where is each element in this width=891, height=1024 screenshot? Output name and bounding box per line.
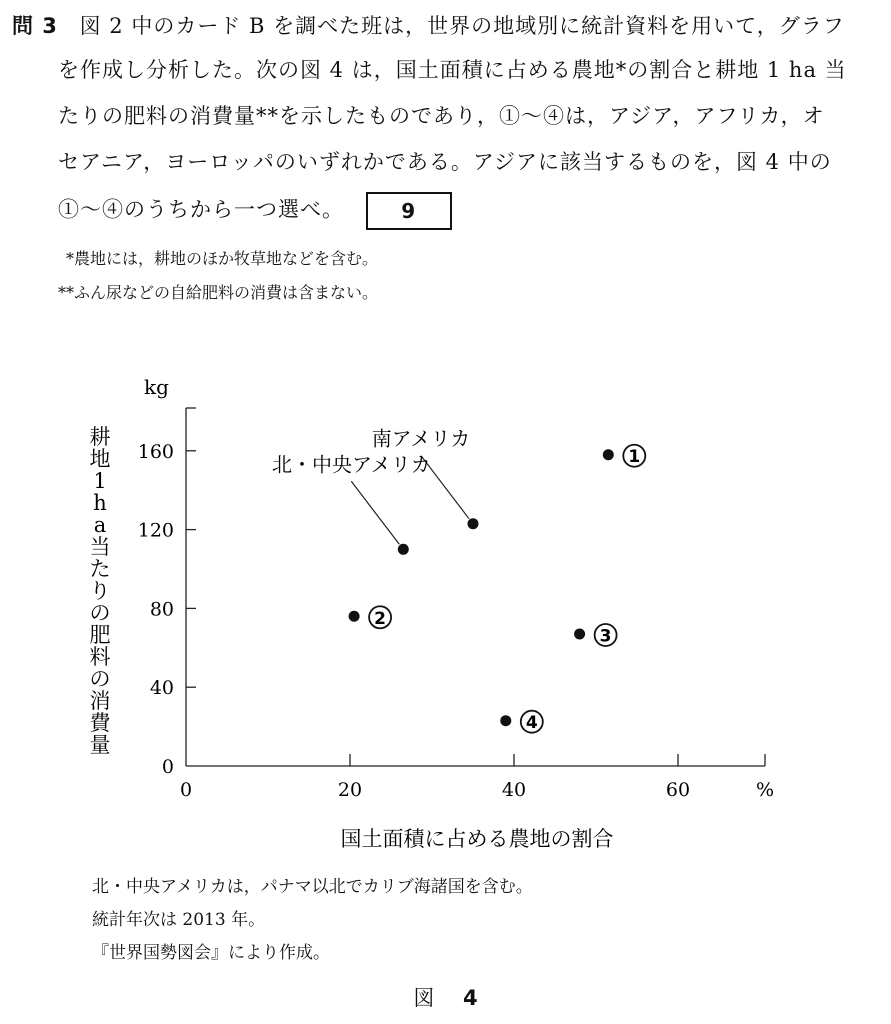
- source-note-reference: 『世界国勢図会』により作成。: [92, 943, 330, 963]
- question-number: 問 3: [12, 14, 58, 38]
- question-line-5: [58, 192, 452, 230]
- point-label: 3: [599, 626, 612, 647]
- data-point: [603, 449, 614, 460]
- point-label: 南アメリカ: [371, 426, 471, 451]
- y-axis-label-char: h: [93, 491, 107, 515]
- figure-caption-prefix: 図: [413, 986, 435, 1010]
- footnote-fertilizer: **ふん尿などの自給肥料の消費は含まない。: [58, 283, 379, 302]
- x-tick-label: 40: [501, 779, 527, 801]
- figure-caption: [0, 982, 891, 1012]
- point-label: 4: [525, 713, 538, 734]
- y-axis-label-char: 費: [89, 711, 111, 735]
- y-axis-label-char: の: [89, 601, 111, 625]
- question-line-2: を作成し分析した。次の図 4 は，国土面積に占める農地*の割合と耕地 1 ha 当: [58, 58, 847, 82]
- y-axis-label-char: の: [89, 667, 111, 691]
- point-label: 1: [628, 447, 641, 468]
- footnote-farmland: *農地には，耕地のほか牧草地などを含む。: [66, 249, 379, 268]
- y-axis-label-char: 料: [89, 645, 111, 669]
- y-unit-label: kg: [144, 375, 169, 399]
- figure-caption-number: 4: [463, 986, 478, 1010]
- y-axis-label-char: a: [93, 513, 107, 537]
- question-text-5: ①～④のうちから一つ選べ。: [58, 197, 344, 222]
- source-note-region: 北・中央アメリカは，パナマ以北でカリブ海諸国を含む。: [92, 877, 533, 897]
- scatter-chart: [0, 360, 891, 860]
- y-axis-label-char: 量: [89, 733, 111, 757]
- question-line-4: セアニア，ヨーロッパのいずれかである。アジアに該当するものを，図 4 中の: [58, 150, 832, 174]
- source-note-year: 統計年次は 2013 年。: [92, 910, 266, 930]
- y-axis-label-char: 肥: [89, 623, 111, 647]
- data-point: [500, 715, 511, 726]
- y-axis-label-char: 当: [89, 535, 111, 559]
- data-point: [349, 611, 360, 622]
- y-tick-label: 40: [149, 677, 174, 700]
- question-line-3: たりの肥料の消費量**を示したものであり，①～④は，アジア，アフリカ，オ: [58, 104, 825, 128]
- x-tick-label: 20: [337, 779, 363, 801]
- y-axis-label-char: 地: [89, 447, 111, 471]
- data-point: [468, 518, 479, 529]
- data-point: [574, 629, 585, 640]
- point-label: 北・中央アメリカ: [271, 452, 431, 477]
- y-axis-label-char: り: [89, 579, 111, 603]
- leader-line: [351, 481, 399, 544]
- y-axis-label-char: た: [89, 557, 111, 581]
- point-label: 2: [374, 608, 387, 629]
- question-line-1: [12, 10, 845, 40]
- y-axis-label-char: 耕: [89, 425, 111, 449]
- x-tick-label: 0: [179, 779, 193, 801]
- tick-labels: [138, 441, 774, 801]
- x-unit-label: %: [755, 779, 775, 801]
- question-text-1: 図 2 中のカード B を調べた班は，世界の地域別に統計資料を用いて，グラフ: [79, 14, 845, 38]
- y-tick-label: 120: [137, 519, 174, 542]
- y-axis-label: [90, 425, 112, 757]
- x-axis-label: 国土面積に占める農地の割合: [340, 827, 614, 851]
- y-axis-label-char: 消: [89, 689, 111, 713]
- y-tick-label: 0: [161, 756, 174, 778]
- data-point: [398, 544, 409, 555]
- y-axis-label-char: 1: [93, 469, 107, 493]
- data-points: [272, 427, 645, 734]
- x-tick-label: 60: [665, 779, 691, 801]
- y-tick-label: 80: [149, 598, 174, 621]
- answer-box[interactable]: 9: [366, 192, 452, 230]
- y-tick-label: 160: [137, 440, 174, 463]
